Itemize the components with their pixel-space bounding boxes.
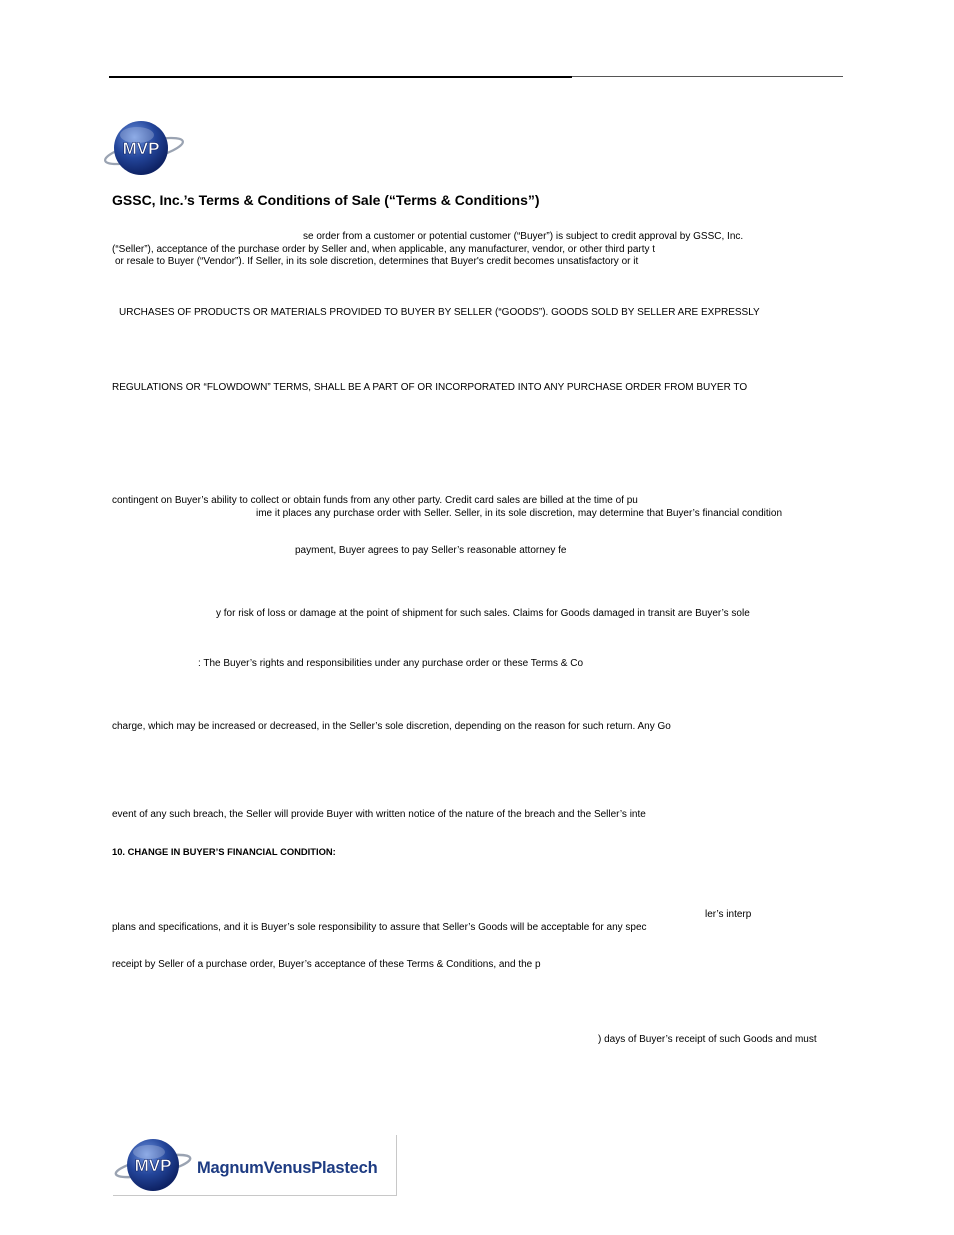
text-line: ime it places any purchase order with Seller. Seller, in its sole discretion, may determine that Buyer’s financial condition — [256, 508, 783, 519]
header-rule — [109, 76, 572, 78]
text-line: (“Seller”), acceptance of the purchase order by Seller and, when applicable, any manufacturer, vendor, or other third party t — [112, 244, 656, 255]
brand-name: MagnumVenusPlastech — [197, 1159, 378, 1177]
text-line: contingent on Buyer’s ability to collect or obtain funds from any other party. Credit card sales are billed at the time of pu — [112, 495, 638, 506]
text-line: URCHASES OF PRODUCTS OR MATERIALS PROVIDED TO BUYER BY SELLER (“GOODS”). GOODS SOLD BY SELLER ARE EXPRESSLY — [119, 307, 760, 318]
globe-logo-icon — [104, 118, 186, 180]
text-line: : The Buyer’s rights and responsibilities under any purchase order or these Terms & Co — [198, 658, 584, 669]
text-line: ler’s interp — [705, 909, 752, 920]
text-line: charge, which may be increased or decreased, in the Seller’s sole discretion, depending on the reason for such return. Any Go — [112, 721, 671, 732]
text-line: y for risk of loss or damage at the point of shipment for such sales. Claims for Goods damaged in transit are Buyer’s sole — [216, 608, 750, 619]
text-line: receipt by Seller of a purchase order, Buyer’s acceptance of these Terms & Conditions, and the p — [112, 959, 541, 970]
text-line: REGULATIONS OR “FLOWDOWN” TERMS, SHALL BE A PART OF OR INCORPORATED INTO ANY PURCHASE ORDER FROM BUYER TO — [112, 382, 748, 393]
svg-text:MVP: MVP — [134, 1156, 172, 1175]
text-line: event of any such breach, the Seller will provide Buyer with written notice of the nature of the breach and the Seller’s inte — [112, 809, 646, 820]
text-line: ) days of Buyer’s receipt of such Goods and must — [598, 1034, 817, 1045]
svg-text:MVP: MVP — [122, 139, 160, 158]
text-line: or resale to Buyer (“Vendor”). If Seller, in its sole discretion, determines that Buyer's credit becomes unsatisfactory or it — [115, 256, 639, 267]
company-logo — [104, 118, 186, 180]
document-title: GSSC, Inc.’s Terms & Conditions of Sale (“Terms & Conditions”) — [112, 192, 540, 208]
section-heading: 10. CHANGE IN BUYER’S FINANCIAL CONDITION: — [112, 846, 336, 857]
text-line: se order from a customer or potential customer (“Buyer”) is subject to credit approval by GSSC, Inc. — [303, 231, 744, 242]
header-rule-extension — [572, 76, 843, 77]
text-line: plans and specifications, and it is Buyer’s sole responsibility to assure that Seller’s Goods will be acceptable for any spec — [112, 922, 647, 933]
globe-logo-icon — [113, 1135, 197, 1195]
brand-logo — [113, 1135, 397, 1196]
text-line: payment, Buyer agrees to pay Seller’s reasonable attorney fe — [295, 545, 567, 556]
